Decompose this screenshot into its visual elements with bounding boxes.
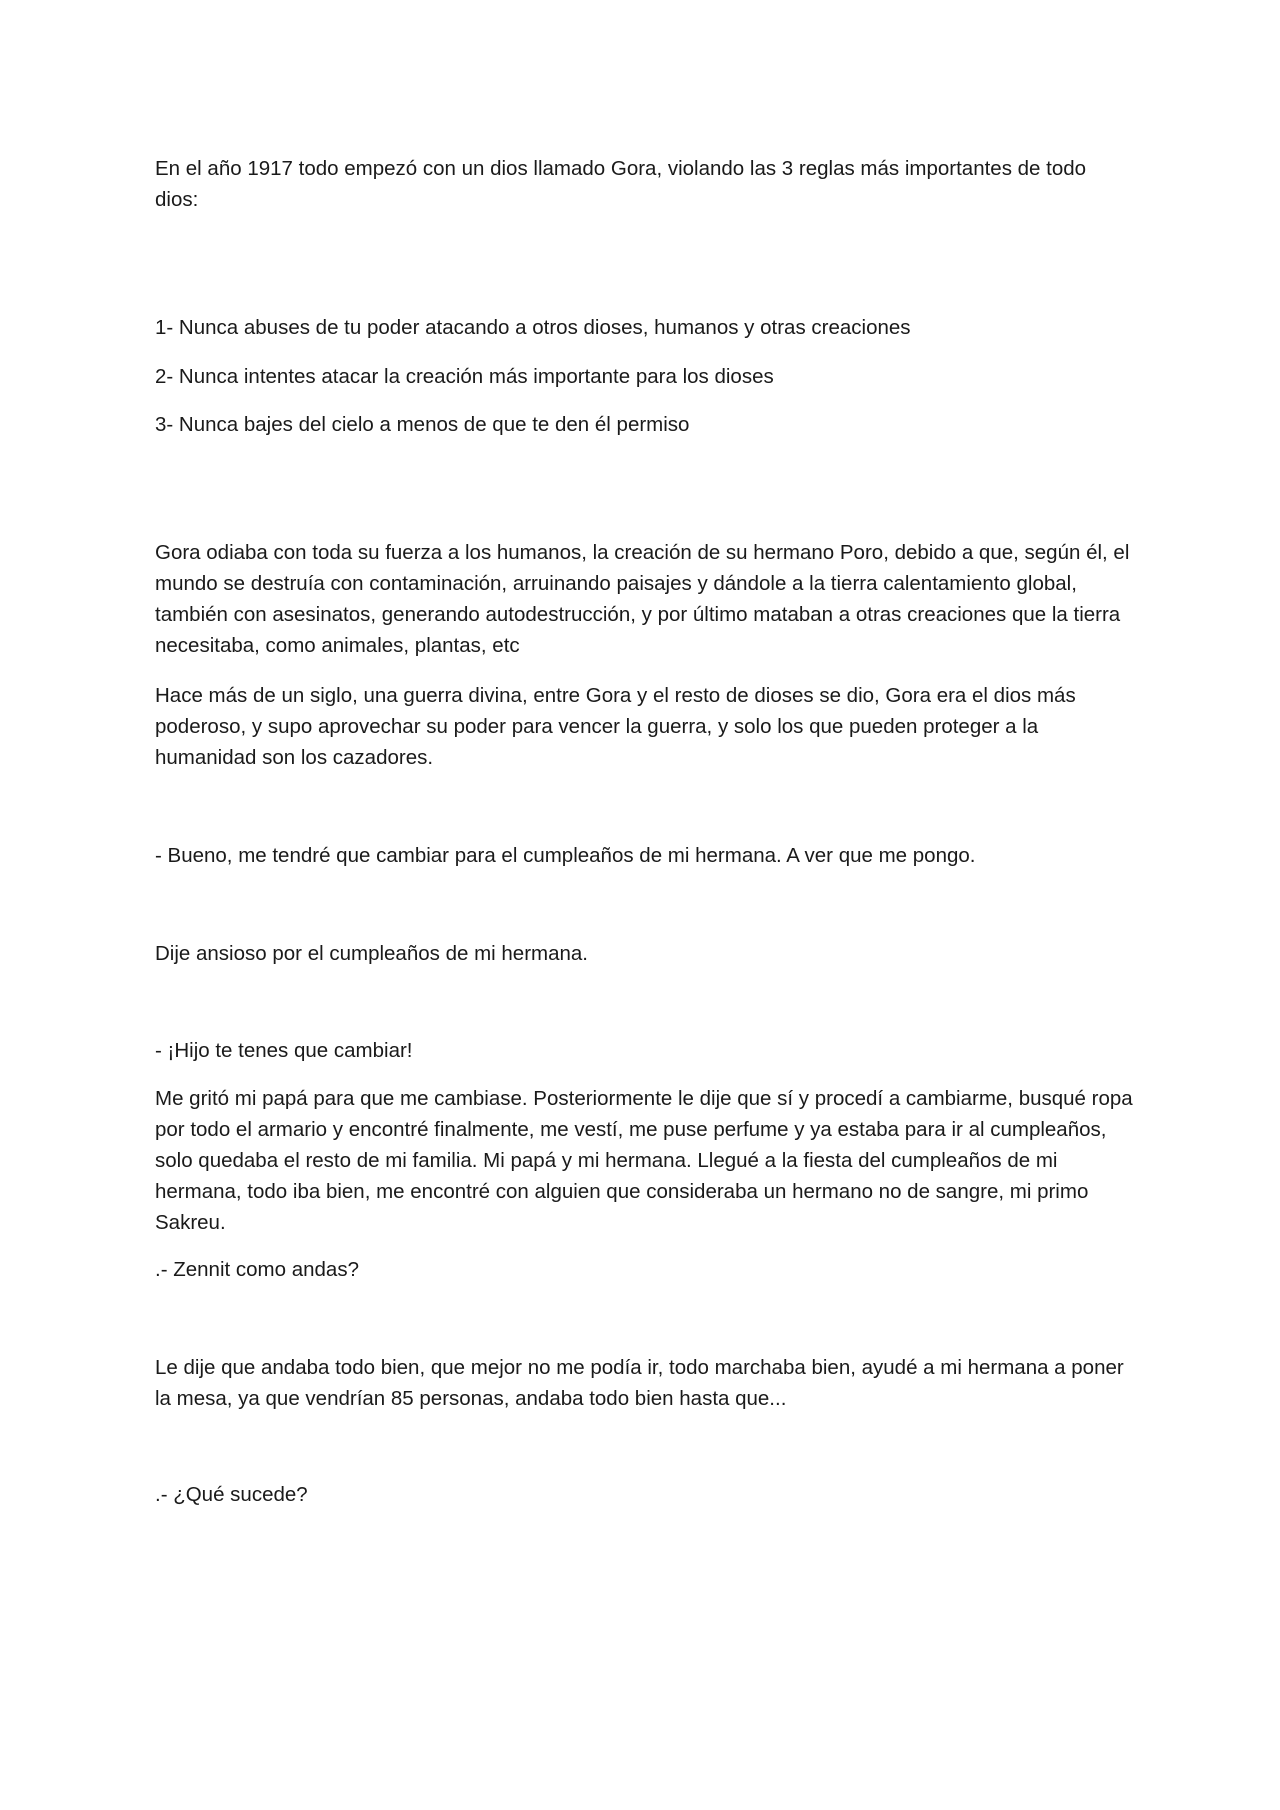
rule-2: 2- Nunca intentes atacar la creación más importante para los dioses	[155, 365, 774, 388]
intro-paragraph: En el año 1917 todo empezó con un dios llamado Gora, violando las 3 reglas más importantes de todo dios:	[155, 157, 1087, 211]
gora-paragraph: Gora odiaba con toda su fuerza a los humanos, la creación de su hermano Poro, debido a que, según él, el mundo se destruía con contaminación, arruinando paisajes y dándole a la tierra calentamiento global, también con asesinatos, generando autodestrucción, y por último mataban a otras creaciones que la tierra necesitaba, como animales, plantas, etc	[155, 541, 1130, 657]
dialogue-line-1: - Bueno, me tendré que cambiar para el cumpleaños de mi hermana. A ver que me pongo.	[155, 844, 976, 867]
dialogue-line-3: .- Zennit como andas?	[155, 1258, 359, 1281]
war-paragraph: Hace más de un siglo, una guerra divina, entre Gora y el resto de dioses se dio, Gora era el dios más poderoso, y supo aprovechar su poder para vencer la guerra, y solo los que pueden proteger a la humanidad son los cazadores.	[155, 684, 1076, 769]
rule-3: 3- Nunca bajes del cielo a menos de que te den él permiso	[155, 413, 690, 436]
narration-paragraph-3: Le dije que andaba todo bien, que mejor no me podía ir, todo marchaba bien, ayudé a mi hermana a poner la mesa, ya que vendrían 85 personas, andaba todo bien hasta que...	[155, 1356, 1124, 1410]
narration-paragraph-2: Me gritó mi papá para que me cambiase. Posteriormente le dije que sí y procedí a cambiarme, busqué ropa por todo el armario y encontré finalmente, me vestí, me puse perfume y ya estaba para ir al cumpleaños, solo quedaba el resto de mi familia. Mi papá y mi hermana. Llegué a la fiesta del cumpleaños de mi hermana, todo iba bien, me encontré con alguien que consideraba un hermano no de sangre, mi primo Sakreu.	[155, 1087, 1133, 1234]
dialogue-line-2: - ¡Hijo te tenes que cambiar!	[155, 1039, 413, 1062]
rule-1: 1- Nunca abuses de tu poder atacando a otros dioses, humanos y otras creaciones	[155, 316, 911, 339]
dialogue-line-4: .- ¿Qué sucede?	[155, 1483, 308, 1506]
narration-line-1: Dije ansioso por el cumpleaños de mi hermana.	[155, 942, 589, 965]
